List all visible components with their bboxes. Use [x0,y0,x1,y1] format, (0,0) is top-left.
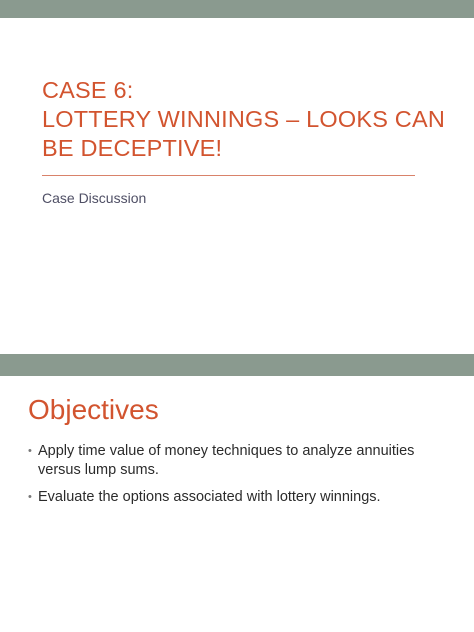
list-item-text: Evaluate the options associated with lottery winnings. [38,489,381,505]
slide-title-line: BE DECEPTIVE! [42,135,223,161]
objectives-list [28,442,458,515]
title-slide [0,18,474,354]
slide-title-line: LOTTERY WINNINGS – LOOKS CAN [42,106,446,132]
bullet-icon: • [28,445,32,457]
slide-title [42,76,462,163]
slide-divider-band [0,354,474,376]
objectives-slide [0,376,474,632]
objectives-title: Objectives [28,394,159,425]
slide-title-line: CASE 6: [42,77,134,103]
list-item [28,442,458,480]
top-band [0,0,474,18]
list-item [28,488,458,507]
title-underline [42,175,415,176]
bullet-icon: • [28,491,32,503]
list-item-text: Apply time value of money techniques to analyze annuities versus lump sums. [38,443,415,478]
slide-subtitle: Case Discussion [42,190,147,206]
